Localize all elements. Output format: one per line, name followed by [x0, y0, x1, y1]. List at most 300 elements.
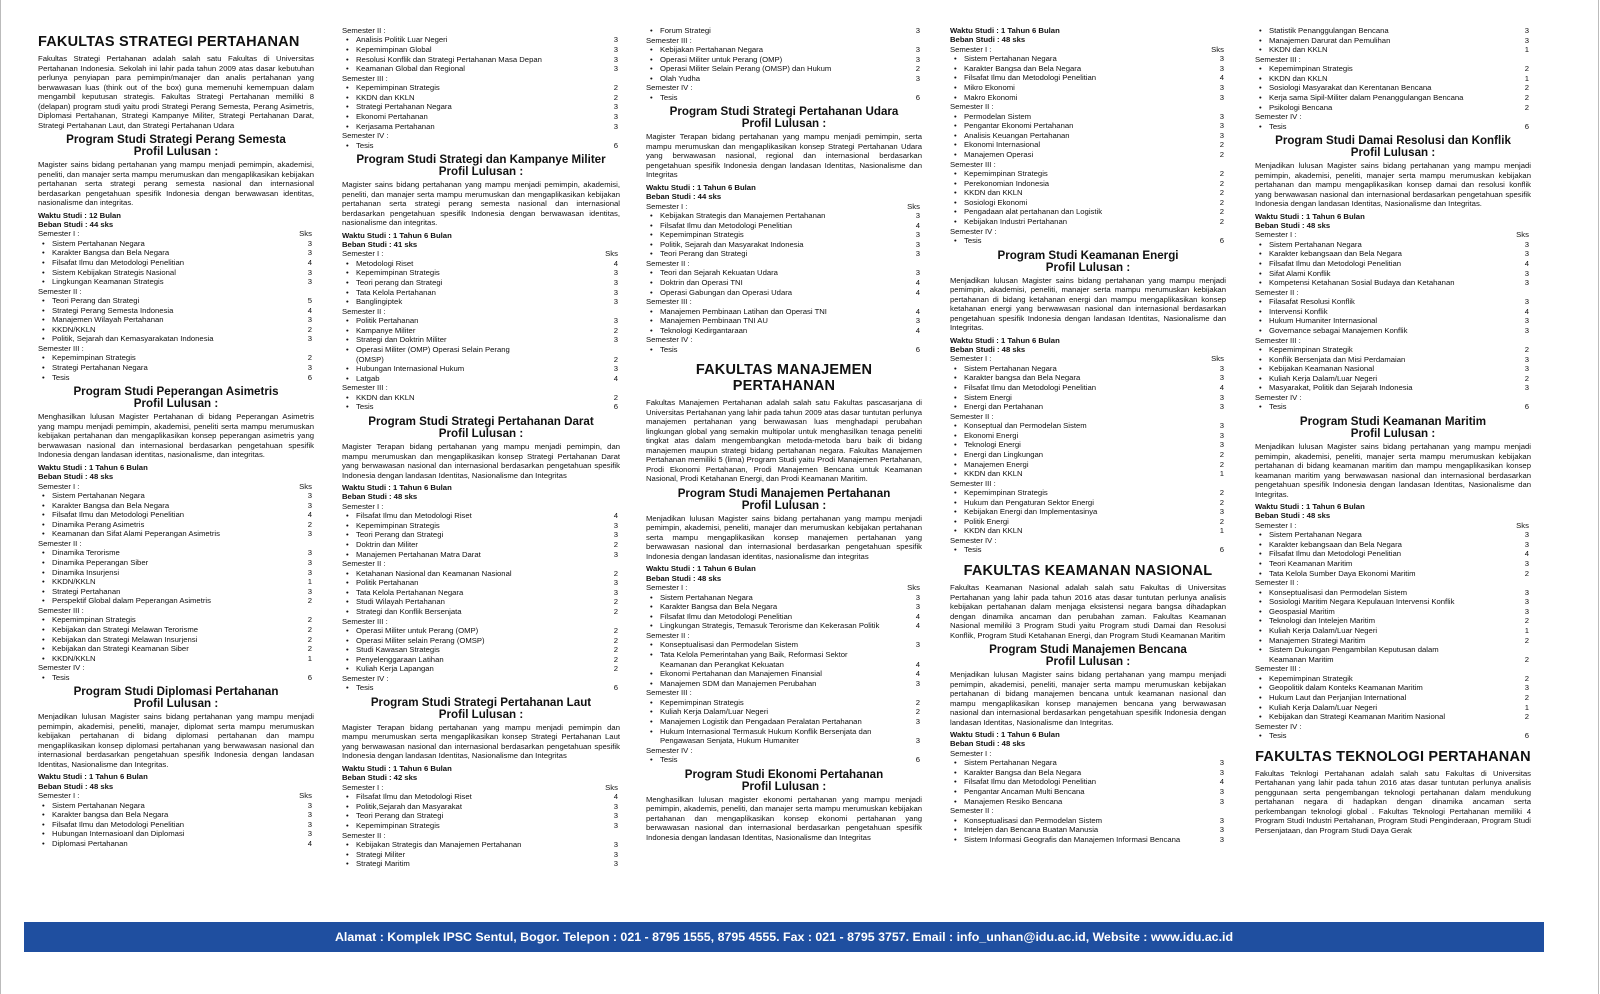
sks-header: [618, 131, 620, 140]
course-name: • Lingkungan Strategis, Temasuk Terorisme dan Kekerasan Politik: [660, 621, 880, 631]
course-sks: 3: [1524, 683, 1529, 693]
course-sks: 3: [1219, 815, 1224, 825]
sks-header: [618, 74, 620, 83]
course-row: [950, 787, 1226, 797]
course-sks: 2: [1219, 459, 1224, 469]
sks-header: [618, 674, 620, 683]
course-row: [38, 558, 314, 568]
course-sks: 3: [1524, 249, 1529, 259]
sks-header: [920, 36, 922, 45]
sks-header: [920, 688, 922, 697]
semester-heading: [646, 297, 922, 306]
course-row: [950, 440, 1226, 450]
course-list: [646, 755, 922, 765]
course-sks: 3: [915, 26, 920, 35]
course-name: • Operasi Militer (OMP) Operasi Selain Perang: [356, 345, 510, 355]
course-row: [950, 188, 1226, 198]
course-row: [646, 707, 922, 717]
course-name: • Tesis: [356, 140, 374, 150]
profile-description: Magister Terapan bidang pertahanan yang mampu menjadi pemimpin, dan mampu merumuskan dan mengaplikasikan konsep Strategi Pertahanan Darat yang berwawasan nasional dan internasional berdasarkan pengetahuan spesifik Indonesia dengan landasan Identitas, Nasionalisme dan Integritas: [342, 442, 620, 480]
course-name: • Filsafat Ilmu dan Metodologi Riset: [356, 792, 472, 802]
course-sks: 2: [1219, 168, 1224, 178]
course-row: [38, 615, 314, 625]
course-name: • Analisis Politik Luar Negeri: [356, 35, 448, 45]
course-sks: 4: [915, 278, 920, 288]
course-name: • Tesis: [1269, 402, 1287, 412]
course-name: • Sosiologi Masyarakat dan Kerentanan Bencana: [1269, 83, 1432, 93]
course-name: • Filsafat Ilmu dan Metodologi Penelitian: [1269, 549, 1402, 559]
course-sks: 3: [1524, 597, 1529, 607]
course-name: • Teknologi Kedirgantaraan: [660, 325, 748, 335]
semester-heading: [38, 344, 314, 353]
semester-heading: [646, 202, 922, 211]
semester-heading: [342, 783, 620, 792]
program-block: [646, 769, 922, 843]
course-sks: 3: [613, 587, 618, 597]
semester-heading: [1255, 230, 1531, 239]
sks-header: [1224, 806, 1226, 815]
course-row: [38, 315, 314, 325]
course-name: • Konflik Bersenjata dan Misi Perdamaian: [1269, 354, 1406, 364]
study-duration: Waktu Studi : 1 Tahun 6 Bulan: [646, 564, 756, 574]
semester-label: Semester III :: [646, 297, 692, 307]
course-sks: 3: [613, 530, 618, 540]
program-title: Program Studi Manajemen Bencana: [989, 643, 1187, 657]
course-sks: 3: [307, 548, 312, 558]
course-row: [342, 597, 620, 607]
course-row: [950, 140, 1226, 150]
course-sks: 2: [1524, 692, 1529, 702]
course-name: • Perekonomian Indonesia: [964, 178, 1050, 188]
course-row: [1255, 93, 1531, 103]
course-name: • Masyarakat, Politik dan Sejarah Indonesia: [1269, 383, 1413, 393]
program-title: Program Studi Diplomasi Pertahanan: [73, 685, 279, 699]
course-sks: 2: [1524, 654, 1529, 664]
course-name: • Konseptualisasi dan Permodelan Sistem: [1269, 587, 1408, 597]
semester-label: Semester III :: [342, 616, 388, 626]
course-sks: 3: [915, 54, 920, 64]
course-sks: 3: [613, 278, 618, 288]
faculty-description: Fakultas Manajemen Pertahanan adalah salah satu Fakultas pascasarjana di Universitas Pertahanan yang lahir pada tahun 2009 atas dasar tuntutan perlunya manajemen pertahanan yang berwawasan luas menghadapi perubahan lingkungan global yang semakin multipolar untuk menghasilkan tenaga peneliti tingkat atas dalam mengembangkan metoda-metoda baru baik di bidang manajemen maupun strategi bidang pertahanan negara. Fakultas Manajemen Pertahanan memiliki 5 (lima) Program Studi yaitu Prodi Manajemen Pertahanan, Prodi Ekonomi Pertahanan, Prodi Manajemen Bencana untuk Keamanan Nasional, Prodi Ketahanan Energi, dan Prodi Keamanan Maritim.: [646, 398, 922, 484]
profile-heading: Profil Lulusan :: [133, 145, 219, 158]
course-sks: 6: [613, 402, 618, 412]
course-sks: 1: [307, 577, 312, 587]
semester-label: Semester II :: [1255, 287, 1299, 297]
course-sks: 3: [1219, 83, 1224, 92]
course-row: [38, 501, 314, 511]
course-row: [342, 393, 620, 403]
course-sks: 2: [307, 644, 312, 654]
course-row: [1255, 703, 1531, 713]
course-sks: 3: [1219, 834, 1224, 844]
semester-label: Semester II :: [38, 286, 82, 296]
course-sks: 1: [1524, 73, 1529, 83]
course-row: [646, 74, 922, 84]
course-list: [342, 792, 620, 830]
course-sks: 2: [1219, 140, 1224, 150]
semester-heading: [1255, 664, 1531, 673]
course-list: [646, 45, 922, 83]
profile-heading: Profil Lulusan :: [438, 165, 524, 179]
course-sks: 2: [307, 596, 312, 606]
sks-header: [1224, 160, 1226, 169]
course-name: • Ekonomi Internasional: [964, 140, 1041, 150]
sks-header: [312, 344, 314, 353]
course-name: • Politik Pertahanan: [356, 578, 419, 588]
sks-header: [1224, 227, 1226, 236]
course-sks: 3: [915, 211, 920, 221]
course-name: • Kompetensi Ketahanan Sosial Budaya dan Ketahanan: [1269, 278, 1455, 288]
course-row: [342, 578, 620, 588]
course-row: [38, 644, 314, 654]
course-name: • Tesis: [660, 755, 678, 765]
course-name: • Tata Kelola Pertahanan: [356, 287, 436, 297]
course-sks: 2: [613, 540, 618, 549]
course-name: • Intelejen dan Bencana Buatan Manusia: [964, 825, 1099, 835]
course-name: • Tata Kelola Sumber Daya Ekonomi Maritim: [1269, 568, 1416, 578]
course-row: [38, 258, 314, 268]
column-4: [950, 26, 1226, 930]
course-sks: 3: [613, 811, 618, 821]
course-list: [646, 26, 922, 36]
sks-header: [312, 539, 314, 548]
course-row: [646, 345, 922, 355]
course-sks: 3: [307, 810, 312, 820]
study-duration: Waktu Studi : 12 Bulan: [38, 210, 122, 220]
course-name: • Filsafat Ilmu dan Metodologi Penelitian: [964, 777, 1097, 787]
course-name: • KKDN dan KKLN: [964, 526, 1023, 536]
course-sks: 3: [613, 849, 618, 859]
semester-heading: [342, 674, 620, 683]
course-sks: 2: [1219, 207, 1224, 217]
course-row: [1255, 693, 1531, 703]
course-row: [646, 717, 922, 727]
course-list: [1255, 64, 1531, 112]
course-row: [950, 421, 1226, 431]
course-row: [38, 587, 314, 597]
course-name: • Tesis: [356, 402, 374, 412]
semester-label: Semester II :: [342, 306, 386, 316]
course-row: [342, 278, 620, 288]
course-sks: 2: [1524, 712, 1529, 722]
profile-description: Magister Terapan bidang pertahanan yang mampu menjadi pemimpin, serta mampu merumuskan dan mengaplikasikan konsep Strategi Pertahanan Udara yang berwawasan nasional, regional dan internasional berdasarkan pengetahuan spesifik Indonesia dengan landasan Identitas, Nasionalisme dan Integritas: [646, 132, 922, 180]
course-row: [1255, 83, 1531, 93]
course-name: • Manajemen Darurat dan Pemulihan: [1269, 35, 1391, 45]
course-list: [950, 421, 1226, 479]
course-name: • Teori perang dan Strategi: [356, 278, 443, 288]
course-name: • Sistem Pertahanan Negara: [964, 363, 1057, 373]
course-sks: 2: [613, 597, 618, 607]
semester-label: Semester I :: [342, 249, 384, 259]
course-row: [342, 122, 620, 132]
course-row: [950, 179, 1226, 189]
course-sks: 6: [613, 683, 618, 693]
course-name: • Operasi Militer Selain Perang (OMSP) dan Hukum: [660, 64, 832, 74]
course-list: [950, 816, 1226, 845]
course-list: [38, 239, 314, 287]
course-row: [950, 93, 1226, 103]
semester-label: Semester IV :: [646, 335, 693, 345]
course-row: [38, 491, 314, 501]
course-name: • Energi dan Pertahanan: [964, 402, 1044, 412]
course-name: • Teori Perang dan Strategi: [356, 811, 444, 821]
course-name: • Kuliah Kerja Dalam/Luar Negeri: [1269, 625, 1378, 635]
course-name: • Filsafat Ilmu dan Metodologi Penelitian: [660, 611, 793, 621]
semester-heading: [646, 259, 922, 268]
course-name: • Energi dan Lingkungan: [964, 449, 1044, 459]
course-name: • KKDN/KKLN: [52, 577, 96, 587]
semester-heading: [38, 791, 314, 800]
course-sks: 2: [307, 624, 312, 634]
course-sks: 6: [1219, 235, 1224, 245]
course-name: • Teknologi dan Intelejen Maritim: [1269, 616, 1375, 626]
course-sks: 3: [307, 586, 312, 596]
program-title: Program Studi Strategi Pertahanan Darat: [368, 415, 594, 428]
course-sks: 2: [1524, 673, 1529, 683]
course-sks: 2: [1219, 449, 1224, 459]
course-row: [38, 568, 314, 578]
course-sks: 3: [613, 121, 618, 131]
course-sks: 2: [613, 645, 618, 655]
course-row: [646, 268, 922, 278]
semester-label: Semester IV :: [38, 663, 85, 673]
study-load: Beban Studi : 48 sks: [38, 472, 114, 482]
course-row: [646, 249, 922, 259]
semester-label: Semester IV :: [1255, 721, 1302, 731]
course-row: [646, 727, 922, 737]
course-row: [950, 825, 1226, 835]
course-name: • Perspektif Global dalam Peperangan Asimetris: [52, 596, 211, 606]
course-sks: 3: [1219, 402, 1224, 412]
study-load: Beban Studi : 48 sks: [950, 344, 1026, 354]
course-name: • Karakter kebangsaan dan Bela Negara: [1269, 539, 1402, 549]
course-name: • Kepemimpinan Strategis: [660, 697, 744, 707]
course-row: [646, 612, 922, 622]
semester-label: Semester III :: [1255, 335, 1301, 345]
course-row: [950, 364, 1226, 374]
course-row: [342, 93, 620, 103]
study-load: Beban Studi : 44 sks: [38, 219, 114, 229]
course-sks: 4: [915, 621, 920, 631]
course-row: [950, 169, 1226, 179]
course-sks: 2: [1524, 83, 1529, 93]
program-block: [38, 686, 314, 791]
semester-label: Semester III :: [950, 159, 996, 169]
sks-header: Sks: [299, 791, 312, 801]
profile-description: Menjadikan lulusan Magister sains bidang pertahanan yang mampu menjadi pemimpin, akademisi, peneliti, manajer serta mampu merumuskan kebijakan pertahanan di bidang ketahanan energi dan mampu mengaplikasikan konsep ketahanan energi yang berwawasan nasional dan internasional berdasarkan pengetahuan spesifik Indonesia dengan landasan Identitas, Nasionalisme dan Integritas.: [950, 275, 1226, 333]
program-title: Program Studi Keamanan Maritim: [1299, 415, 1487, 428]
course-name: • KKDN/KKLN: [52, 653, 96, 663]
course-name: • Ketahanan Nasional dan Keamanan Nasional: [356, 568, 512, 578]
course-sks: 3: [1219, 373, 1224, 383]
course-sks: 2: [915, 707, 920, 717]
course-row: [646, 679, 922, 689]
semester-label: Semester IV :: [950, 226, 997, 236]
study-load: Beban Studi : 42 sks: [342, 773, 418, 783]
course-sks: 3: [1524, 268, 1529, 278]
course-sks: 3: [1219, 507, 1224, 517]
course-name: • Manajemen Operasi: [964, 149, 1034, 159]
semester-label: Semester I :: [38, 481, 80, 491]
course-row: [1255, 307, 1531, 317]
program-title: Program Studi Damai Resolusi dan Konflik: [1275, 134, 1511, 148]
course-name: • Pengadaan alat pertahanan dan Logistik: [964, 207, 1103, 217]
course-row: [1255, 683, 1531, 693]
course-list: [1255, 122, 1531, 132]
course-name: • Kerjasama Pertahanan: [356, 121, 435, 131]
course-row: [342, 102, 620, 112]
course-row: [38, 529, 314, 539]
course-sks: 2: [307, 324, 312, 334]
semester-label: Semester II :: [342, 830, 386, 840]
course-row: [342, 636, 620, 646]
course-row: [342, 655, 620, 665]
course-name: • Manajemen Strategi Maritim: [1269, 635, 1366, 645]
course-row: [950, 777, 1226, 787]
course-sks: 3: [1219, 392, 1224, 402]
program-title: Program Studi Manajemen Pertahanan: [677, 486, 891, 500]
course-sks: 2: [1524, 102, 1529, 112]
semester-heading: [38, 229, 314, 238]
course-list: [646, 593, 922, 631]
course-sks: 3: [915, 717, 920, 726]
course-row: [38, 635, 314, 645]
course-name: • Karakter bangsa dan Bela Negara: [52, 810, 169, 820]
program-block: [38, 134, 314, 229]
course-sks: 3: [915, 640, 920, 650]
course-row: [1255, 597, 1531, 607]
semester-heading: [950, 806, 1226, 815]
course-name: • Teknologi Energi: [964, 440, 1021, 450]
course-name: • KKDN dan KKLN: [964, 469, 1023, 479]
sks-header: [1529, 288, 1531, 297]
course-row: [342, 645, 620, 655]
course-name: • Teori Perang dan Strategi: [356, 530, 444, 540]
course-sks: 3: [613, 820, 618, 830]
course-row: [1255, 355, 1531, 365]
course-name: • Makro Ekonomi: [964, 92, 1018, 102]
course-name: • Manajemen Energi: [964, 459, 1029, 469]
course-name: • Kuliah Kerja Dalam/Luar Negeri: [660, 707, 769, 717]
course-name: • Kebijakan Industri Pertahanan: [964, 216, 1067, 226]
course-row: [1255, 402, 1531, 412]
sks-header: [1529, 393, 1531, 402]
sks-header: Sks: [299, 229, 312, 239]
course-name: • Hubungan Internasional Hukum: [356, 364, 465, 374]
course-list: [38, 673, 314, 683]
course-list: [950, 488, 1226, 536]
sks-header: [1529, 578, 1531, 587]
course-name: • Kuliah Kerja Lapangan: [356, 664, 434, 674]
study-duration: Waktu Studi : 1 Tahun 6 Bulan: [1255, 211, 1365, 221]
semester-label: Semester II :: [342, 26, 386, 35]
course-sks: 4: [1219, 73, 1224, 83]
course-sks: 2: [613, 325, 618, 335]
course-name: • Strategi Pertahanan Negara: [52, 363, 148, 373]
semester-label: Semester IV :: [342, 131, 389, 141]
program-block: [38, 386, 314, 481]
course-row: [1255, 540, 1531, 550]
course-name: • Operasi Militer untuk Perang (OMP): [660, 54, 783, 64]
sks-header: [618, 559, 620, 568]
course-row: [38, 829, 314, 839]
semester-label: Semester III :: [342, 383, 388, 393]
course-sks: 3: [1524, 559, 1529, 568]
sks-header: [312, 663, 314, 672]
course-row: [342, 626, 620, 636]
semester-heading: [950, 227, 1226, 236]
course-row: [342, 288, 620, 298]
course-sks: 2: [613, 625, 618, 635]
semester-label: Semester IV :: [1255, 112, 1302, 122]
course-name: • Ekonomi Energi: [964, 430, 1019, 440]
course-name: • KKDN dan KKLN: [356, 92, 415, 102]
course-name: • Manajemen SDM dan Manajemen Perubahan: [660, 678, 817, 688]
course-name: • Kepemimpinan Strategis: [964, 168, 1048, 178]
course-name: • Sistem Informasi Geografis dan Manajemen Informasi Bencana: [964, 834, 1181, 844]
course-sks: 3: [613, 859, 618, 869]
course-list: [646, 345, 922, 355]
course-sks: 6: [613, 140, 618, 150]
course-name: • Filasafat Resolusi Konflik: [1269, 297, 1355, 307]
course-row: [1255, 74, 1531, 84]
course-list: [646, 640, 922, 688]
course-row: [950, 526, 1226, 536]
faculty-title: FAKULTAS TEKNOLOGI PERTAHANAN: [1255, 748, 1531, 765]
semester-heading: [950, 412, 1226, 421]
course-row: [342, 402, 620, 412]
profile-description: Menghasilkan lulusan magister ekonomi pertahanan yang mampu menjadi pemimpin, akademis, peneliti, dan manajer serta mampu merumuskan kebijakan pertahanan dan mengaplikasikan konsep ekonomi pertahanan yang berwawasan nasional dan internasional berdasarkan pengetahuan spesifik Indonesia dengan landasan Identitas, Nasionalisme dan Integritas: [646, 794, 922, 842]
semester-heading: [646, 631, 922, 640]
course-row: [646, 307, 922, 317]
course-name: • Kebijakan Strategis dan Manajemen Pertahanan: [660, 211, 826, 221]
course-row: [646, 755, 922, 765]
course-name: • Kuliah Kerja Dalam/Luar Negeri: [1269, 702, 1378, 712]
course-name: • Olah Yudha: [660, 73, 701, 83]
sks-header: [920, 746, 922, 755]
course-sks: 3: [1219, 111, 1224, 121]
course-row: [1255, 26, 1531, 36]
course-row: [646, 316, 922, 326]
course-name: • Tesis: [52, 372, 70, 382]
course-row: [1255, 588, 1531, 598]
course-row: [950, 431, 1226, 441]
crop-mark-left: [0, 0, 1, 994]
course-sks: 3: [1219, 54, 1224, 64]
program-block: [342, 697, 620, 783]
course-sks: 6: [915, 344, 920, 354]
course-sks: 3: [307, 829, 312, 839]
course-list: [342, 83, 620, 131]
course-sks: 2: [1219, 488, 1224, 498]
course-sks: 2: [613, 664, 618, 674]
semester-heading: [950, 354, 1226, 363]
course-sks: 3: [307, 248, 312, 258]
semester-heading: [38, 287, 314, 296]
course-sks: 3: [1524, 35, 1529, 45]
semester-heading: [342, 249, 620, 258]
course-sks: 2: [1219, 516, 1224, 526]
course-row: [38, 239, 314, 249]
course-sks: 3: [613, 268, 618, 278]
course-row: [38, 673, 314, 683]
course-sks: 2: [1219, 216, 1224, 226]
course-row: [950, 236, 1226, 246]
course-row: [950, 507, 1226, 517]
course-row: [38, 268, 314, 278]
course-name: • Sistem Dukungan Pengambilan Keputusan dalam: [1269, 645, 1439, 655]
course-name: • Diplomasi Pertahanan: [52, 838, 128, 848]
